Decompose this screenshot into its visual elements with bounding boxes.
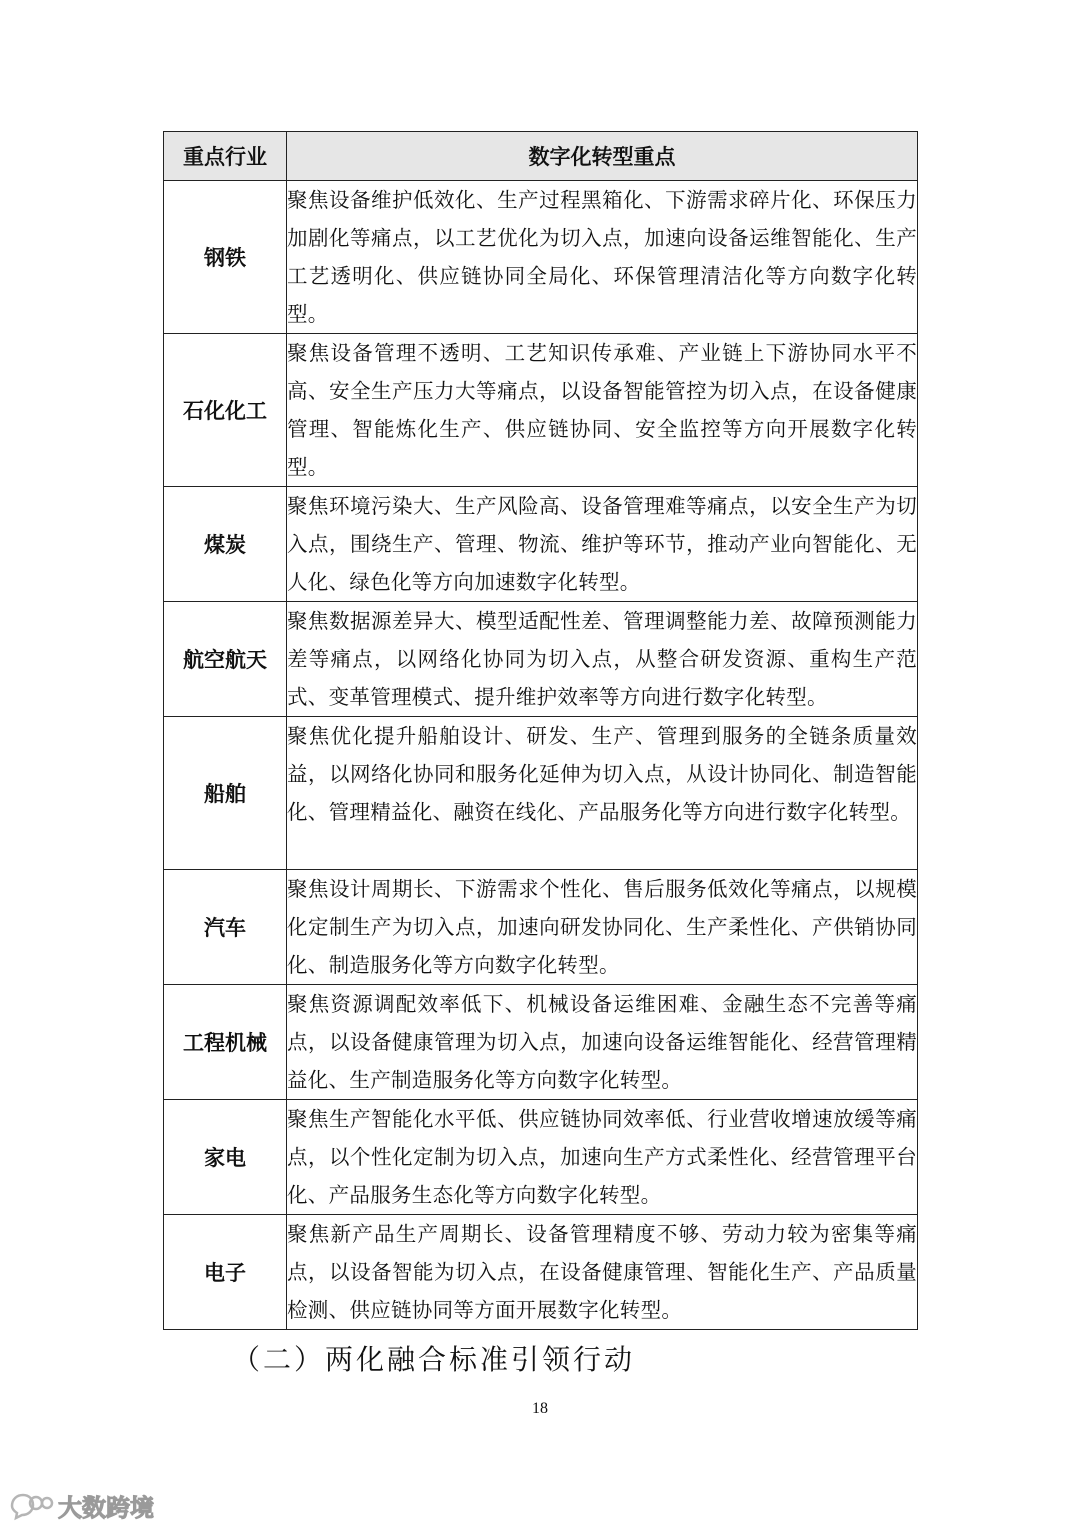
focus-cell: 聚焦优化提升船舶设计、研发、生产、管理到服务的全链条质量效益，以网络化协同和服务化延伸为切入点，从设计协同化、制造智能化、管理精益化、融资在线化、产品服务化等方向进行数字化转型。 — [287, 717, 918, 870]
industry-cell: 煤炭 — [164, 487, 287, 602]
table-row — [164, 870, 918, 985]
header-focus: 数字化转型重点 — [287, 132, 918, 181]
industry-cell: 钢铁 — [164, 181, 287, 334]
industry-cell: 工程机械 — [164, 985, 287, 1100]
industry-cell: 电子 — [164, 1215, 287, 1330]
industry-cell: 航空航天 — [164, 602, 287, 717]
industry-cell: 汽车 — [164, 870, 287, 985]
table-row — [164, 1100, 918, 1215]
chat-bubble-logo-icon — [8, 1491, 54, 1521]
focus-cell: 聚焦数据源差异大、模型适配性差、管理调整能力差、故障预测能力差等痛点，以网络化协同为切入点，从整合研发资源、重构生产范式、变革管理模式、提升维护效率等方向进行数字化转型。 — [287, 602, 918, 717]
focus-cell: 聚焦生产智能化水平低、供应链协同效率低、行业营收增速放缓等痛点，以个性化定制为切入点，加速向生产方式柔性化、经营管理平台化、产品服务生态化等方向数字化转型。 — [287, 1100, 918, 1215]
watermark — [8, 1488, 154, 1523]
focus-cell: 聚焦设计周期长、下游需求个性化、售后服务低效化等痛点，以规模化定制生产为切入点，加速向研发协同化、生产柔性化、产供销协同化、制造服务化等方向数字化转型。 — [287, 870, 918, 985]
industry-cell: 石化化工 — [164, 334, 287, 487]
watermark-text: 大数跨境 — [58, 1494, 154, 1522]
table-row — [164, 1215, 918, 1330]
focus-cell: 聚焦设备管理不透明、工艺知识传承难、产业链上下游协同水平不高、安全生产压力大等痛点，以设备智能管控为切入点，在设备健康管理、智能炼化生产、供应链协同、安全监控等方向开展数字化转型。 — [287, 334, 918, 487]
table-row — [164, 487, 918, 602]
table-row — [164, 985, 918, 1100]
industry-table — [163, 131, 918, 1330]
focus-cell: 聚焦资源调配效率低下、机械设备运维困难、金融生态不完善等痛点，以设备健康管理为切入点，加速向设备运维智能化、经营管理精益化、生产制造服务化等方向数字化转型。 — [287, 985, 918, 1100]
table-row — [164, 717, 918, 870]
focus-cell: 聚焦新产品生产周期长、设备管理精度不够、劳动力较为密集等痛点，以设备智能为切入点，在设备健康管理、智能化生产、产品质量检测、供应链协同等方面开展数字化转型。 — [287, 1215, 918, 1330]
focus-cell: 聚焦环境污染大、生产风险高、设备管理难等痛点，以安全生产为切入点，围绕生产、管理、物流、维护等环节，推动产业向智能化、无人化、绿色化等方向加速数字化转型。 — [287, 487, 918, 602]
table-header-row — [164, 132, 918, 181]
focus-cell: 聚焦设备维护低效化、生产过程黑箱化、下游需求碎片化、环保压力加剧化等痛点，以工艺优化为切入点，加速向设备运维智能化、生产工艺透明化、供应链协同全局化、环保管理清洁化等方向数字化转型。 — [287, 181, 918, 334]
industry-cell: 船舶 — [164, 717, 287, 870]
page-number: 18 — [532, 1400, 548, 1417]
section-heading: （二）两化融合标准引领行动 — [232, 1343, 636, 1376]
table-row — [164, 181, 918, 334]
header-industry: 重点行业 — [164, 132, 287, 181]
industry-cell: 家电 — [164, 1100, 287, 1215]
table-row — [164, 602, 918, 717]
table-row — [164, 334, 918, 487]
